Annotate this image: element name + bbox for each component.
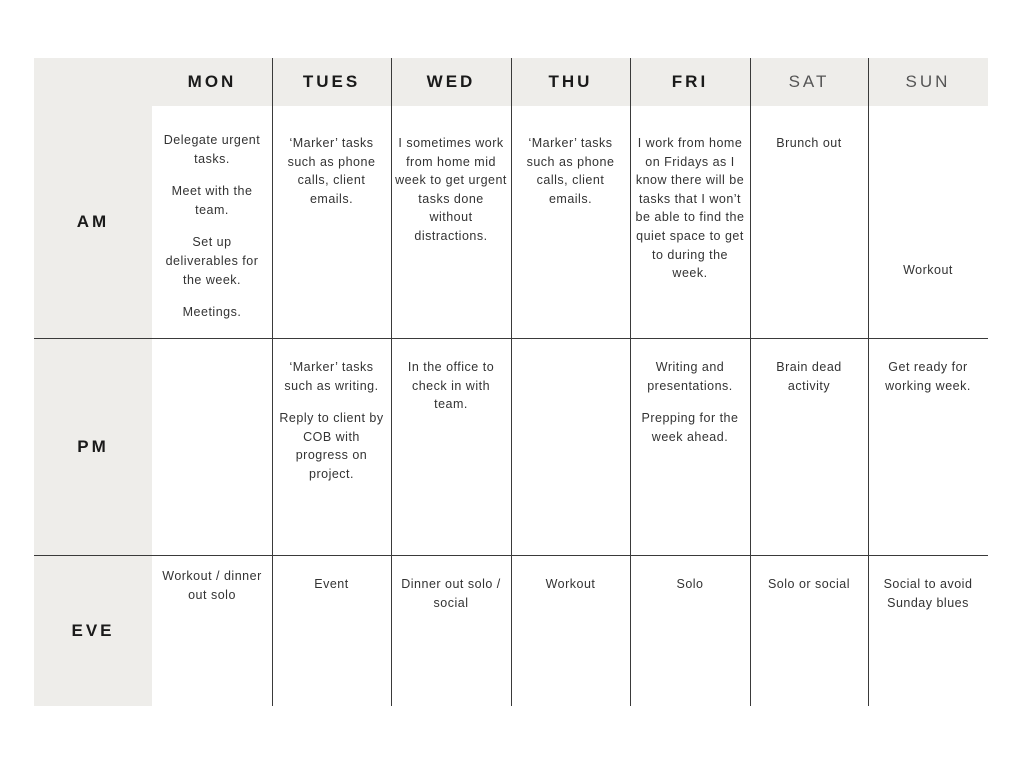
cell-text: Workout: [545, 577, 596, 591]
cell-text: Solo: [676, 577, 704, 591]
cell-am-sun: [868, 106, 988, 338]
cell-eve-fri: [630, 555, 750, 706]
column-divider: [391, 58, 392, 706]
cell-am-fri: [630, 106, 750, 338]
day-header-sun: SUN: [868, 58, 988, 106]
cell-text: ‘Marker’ tasks such as phone calls, client emails.: [287, 136, 376, 206]
row-header-pm: PM: [34, 338, 152, 555]
cell-am-sat: [750, 106, 868, 338]
cell-am-thu: [511, 106, 630, 338]
cell-pm-fri: [630, 338, 750, 555]
day-header-sat: SAT: [750, 58, 868, 106]
day-header-mon: MON: [152, 58, 272, 106]
cell-text: Prepping for the week ahead.: [641, 411, 739, 444]
row-header-eve: EVE: [34, 555, 152, 706]
cell-text: ‘Marker’ tasks such as phone calls, client emails.: [526, 136, 615, 206]
cell-text: Writing and presentations.: [647, 360, 733, 393]
cell-text: Solo or social: [767, 577, 851, 591]
column-divider: [272, 58, 273, 706]
cell-text: Reply to client by COB with progress on project.: [279, 411, 384, 481]
cell-text: Workout / dinner out solo: [162, 569, 262, 602]
cell-pm-thu: [511, 338, 630, 555]
cell-text: Social to avoid Sunday blues: [883, 577, 973, 610]
cell-text: Meetings.: [182, 305, 242, 320]
day-header-thu: THU: [511, 58, 630, 106]
row-header-am: AM: [34, 106, 152, 338]
cell-eve-sun: [868, 555, 988, 706]
header-corner: [34, 58, 152, 106]
cell-text: Event: [314, 577, 349, 591]
cell-eve-sat: [750, 555, 868, 706]
cell-text: Brain dead activity: [776, 360, 842, 393]
column-divider: [868, 58, 869, 706]
cell-eve-wed: [391, 555, 511, 706]
column-divider: [511, 58, 512, 706]
cell-text: Workout: [903, 263, 953, 277]
cell-text: Meet with the team.: [171, 184, 253, 217]
cell-text: Get ready for working week.: [885, 360, 971, 393]
day-header-tues: TUES: [272, 58, 391, 106]
cell-am-tues: [272, 106, 391, 338]
cell-pm-sun: [868, 338, 988, 555]
cell-eve-thu: [511, 555, 630, 706]
day-header-wed: WED: [391, 58, 511, 106]
column-divider: [630, 58, 631, 706]
day-header-fri: FRI: [630, 58, 750, 106]
cell-pm-sat: [750, 338, 868, 555]
cell-pm-wed: [391, 338, 511, 555]
cell-text: I work from home on Fridays as I know there will be tasks that I won’t be able to find the quiet space to get to during the week.: [635, 136, 745, 281]
cell-text: Brunch out: [776, 136, 842, 150]
cell-pm-tues: [272, 338, 391, 555]
cell-text: In the office to check in with team.: [407, 360, 495, 412]
cell-text: Set up deliverables for the week.: [165, 235, 259, 287]
weekly-planner: [34, 58, 988, 706]
cell-eve-mon: [152, 555, 272, 706]
cell-eve-tues: [272, 555, 391, 706]
cell-text: Dinner out solo / social: [401, 577, 501, 610]
cell-pm-mon: [152, 338, 272, 555]
row-divider: [34, 338, 988, 339]
row-divider: [34, 555, 988, 556]
cell-text: ‘Marker’ tasks such as writing.: [284, 360, 379, 393]
cell-am-mon: [152, 106, 272, 338]
cell-text: I sometimes work from home mid week to get urgent tasks done without distractions.: [395, 136, 507, 243]
column-divider: [750, 58, 751, 706]
cell-text: Delegate urgent tasks.: [163, 133, 261, 166]
cell-am-wed: [391, 106, 511, 338]
